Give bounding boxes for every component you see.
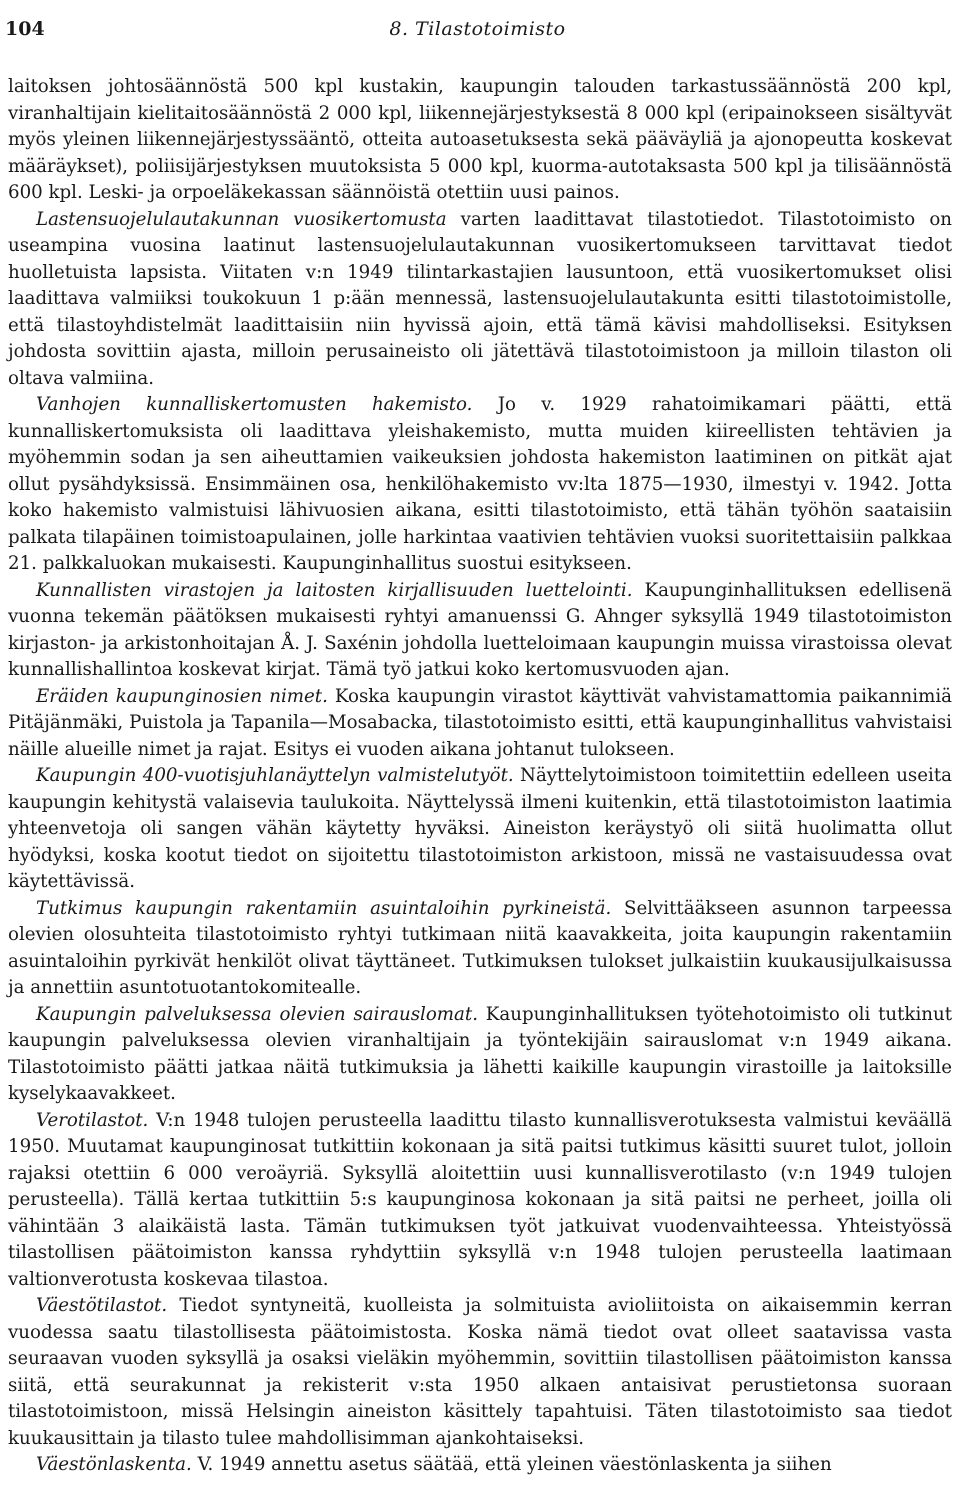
page-number: 104 [5,18,45,40]
paragraph-text: varten laadittavat tilastotiedot. Tilastotoimisto on useampina vuosina laatinut lastensuojelulautakunnan vuosikertomukseen tarvittavat tiedot huolletuista lapsista. Viitaten v:n 1949 tilintarkastajien lausuntoon, että vuosikertomukset olisi laadittava valmiiksi toukokuun 1 p:ään mennessä, lastensuojelulautakunta esitti tilastotoimistolle, että tilastoyhdistelmät laadittaisiin niin hyvissä ajoin, että tämä kävisi mahdolliseksi. Esityksen johdosta sovittiin ajasta, milloin perusaineisto oli jätettävä tilastotoimistoon ja milloin tilaston oli oltava valmiina. [8,208,952,389]
paragraph-sairauslomat [8,1002,952,1108]
paragraph-heading: Eräiden kaupunginosien nimet. [36,685,328,707]
paragraph-hakemisto [8,392,952,578]
paragraph-kaupunginosien-nimet [8,684,952,764]
paragraph-verotilastot [8,1108,952,1294]
paragraph-text: Näyttelytoimistoon toimitettiin edelleen useita kaupungin kehitystä valaisevia taulukoita. Näyttelyssä ilmeni kuitenkin, että tilastotoimiston laatimia yhteenvetoja oli sangen vähän käytetty hyväksi. Aineiston keräystyö oli siitä huolimatta ollut hyödyksi, koska kootut tiedot on sijoitettu tilastotoimiston arkistoon, missä ne vastaisuudessa ovat käytettävissä. [8,765,952,892]
paragraph-text: laitoksen johtosäännöstä 500 kpl kustakin, kaupungin talouden tarkastussäännöstä 200 kpl, viranhaltijain kielitaitosäännöstä 2 000 kpl, liikennejärjestyksestä 8 000 kpl (eripainokseen sisältyvät myös yleinen liikennejärjestyssääntö, otteita autoasetuksesta sekä pääväyliä ja ajonopeutta koskevat määräykset), poliisijärjestyksen muutoksista 5 000 kpl, kuorma-autotaksasta 500 kpl ja tilisäännöstä 600 kpl. Leski- ja orpoeläkekassan säännöistä otettiin uusi painos. [8,76,952,203]
paragraph-text: Koska kaupungin virastot käyttivät vahvistamattomia paikannimiä Pitäjänmäki, Puistola ja Tapanila—Mosabacka, tilastotoimisto esitti, että kaupunginhallitus vahvistaisi näille alueille nimet ja rajat. Esitys ei vuoden aikana johtanut tulokseen. [8,685,952,760]
paragraph-heading: Väestönlaskenta. [36,1454,192,1475]
page-header [5,18,950,48]
paragraph-heading: Kaupungin 400-vuotisjuhlanäyttelyn valmistelutyöt. [36,765,514,786]
body-text [8,74,952,1479]
paragraph-text: Kaupunginhallituksen edellisenä vuonna tekemän päätöksen mukaisesti ryhtyi amanuenssi G. Ahnger syksyllä 1949 tilastotoimiston kirjaston- ja arkistonhoitajan Å. J. Saxénin johdolla luettelоimaan kaupungin muissa virastoissa olevat kunnallishallintoa koskevat kirjat. Tämä työ jatkui koko kertomusvuoden ajan. [8,579,952,680]
paragraph-juhlanayttely [8,763,952,896]
paragraph-heading: Kaupungin palveluksessa olevien sairauslomat. [36,1003,478,1025]
paragraph-text: V:n 1948 tulojen perusteella laadittu tilasto kunnallisverotuksesta valmistui keväällä 1950. Muutamat kaupunginosat tutkittiin kokonaan ja sitä paitsi tutkimus käsitti suuret tulot, jolloin rajaksi otettiin 6 000 veroäyriä. Syksyllä aloitettiin uusi kunnallisverotilasto (v:n 1949 tulojen perusteella). Tällä kertaa tutkittiin 5:s kaupunginosa kokonaan ja sitä paitsi ne perheet, joilla oli vähintään 3 alaikäistä lasta. Tämän tutkimuksen työt jatkuivat vuodenvaihteessa. Yhteistyössä tilastollisen päätoimiston kanssa ryhdyttiin syksyllä v:n 1948 tulojen perusteella laatimaan valtionverotusta koskevaa tilastoa. [8,1109,952,1290]
paragraph-asuintalot [8,896,952,1002]
paragraph-luettelointi [8,578,952,684]
paragraph-continuation [8,74,952,207]
paragraph-heading: Väestötilastot. [36,1295,168,1316]
paragraph-heading: Verotilastot. [36,1109,149,1131]
paragraph-heading: Tutkimus kaupungin rakentamiin asuintaloihin pyrkineistä. [36,897,612,919]
running-head: 8. Tilastotoimisto [389,18,566,40]
paragraph-text: V. 1949 annettu asetus säätää, että yleinen väestönlaskenta ja siihen [191,1454,832,1475]
paragraph-vaestonlaskenta [8,1452,952,1479]
paragraph-text: Kaupunginhallituksen työtehotoimisto oli tutkinut kaupungin palveluksessa olevien viranhaltijain ja työntekijäin sairauslomat v:n 1949 aikana. Tilastotoimisto päätti jatkaa näitä tutkimuksia ja lähetti kaikille kaupungin virastoille ja laitoksille kyselykaavakkeet. [8,1003,953,1104]
paragraph-text: Jo v. 1929 rahatoimikamari päätti, että kunnalliskertomuksista oli laadittava yleishakemisto, mutta muiden kiireellisten tehtävien ja myöhemmin sodan ja sen aiheuttamien vaikeuksien johdosta hakemiston laatiminen on pitkät ajat ollut pysähdyksissä. Ensimmäinen osa, henkilöhakemisto vv:lta 1875—1930, ilmestyi v. 1942. Jotta koko hakemisto valmistuisi lähivuosien aikana, esitti tilastotoimisto, että tähän työhön saataisiin palkata tilapäinen toimistoapulainen, jolle harkintaa vaativien tehtävien vuoksi suoritettaisiin palkkaa 21. palkkaluokan mukaisesti. Kaupunginhallitus suostui esitykseen. [8,394,952,574]
paragraph-text: Selvittääkseen asunnon tarpeessa olevien olosuhteita tilastotoimisto ryhtyi tutkimaan niitä kaavakkeita, joita kaupungin rakentamiin asuintaloihin pyrkivät henkilöt olivat täyttäneet. Tutkimuksen tulokset julkaistiin kuukausijulkaisussa ja annettiin asuntotuotantokomitealle. [8,897,952,998]
paragraph-lastensuojelu [8,207,952,393]
paragraph-vaestotilastot [8,1293,952,1452]
paragraph-heading: Lastensuojelulautakunnan vuosikertomusta [36,208,447,230]
paragraph-heading: Kunnallisten virastojen ja laitosten kirjallisuuden luettelointi. [36,579,633,601]
paragraph-heading: Vanhojen kunnalliskertomusten hakemisto. [36,394,473,415]
paragraph-text: Tiedot syntyneitä, kuolleista ja solmituista avioliitoista on aikaisemmin kerran vuodessa saatu tilastollisesta päätoimistosta. Koska nämä tiedot ovat olleet saatavissa vasta seuraavan vuoden syksyllä ja osaksi vieläkin myöhemmin, sovittiin tilastollisen päätoimiston kanssa siitä, että seurakunnat ja rekisterit v:sta 1950 alkaen antaisivat perustietonsa suoraan tilastotoimistoon, missä Helsingin aineiston käsittely tapahtuisi. Täten tilastotoimisto saa tiedot kuukausittain ja tilasto tulee mahdollisimman ajankohtaiseksi. [8,1295,952,1449]
